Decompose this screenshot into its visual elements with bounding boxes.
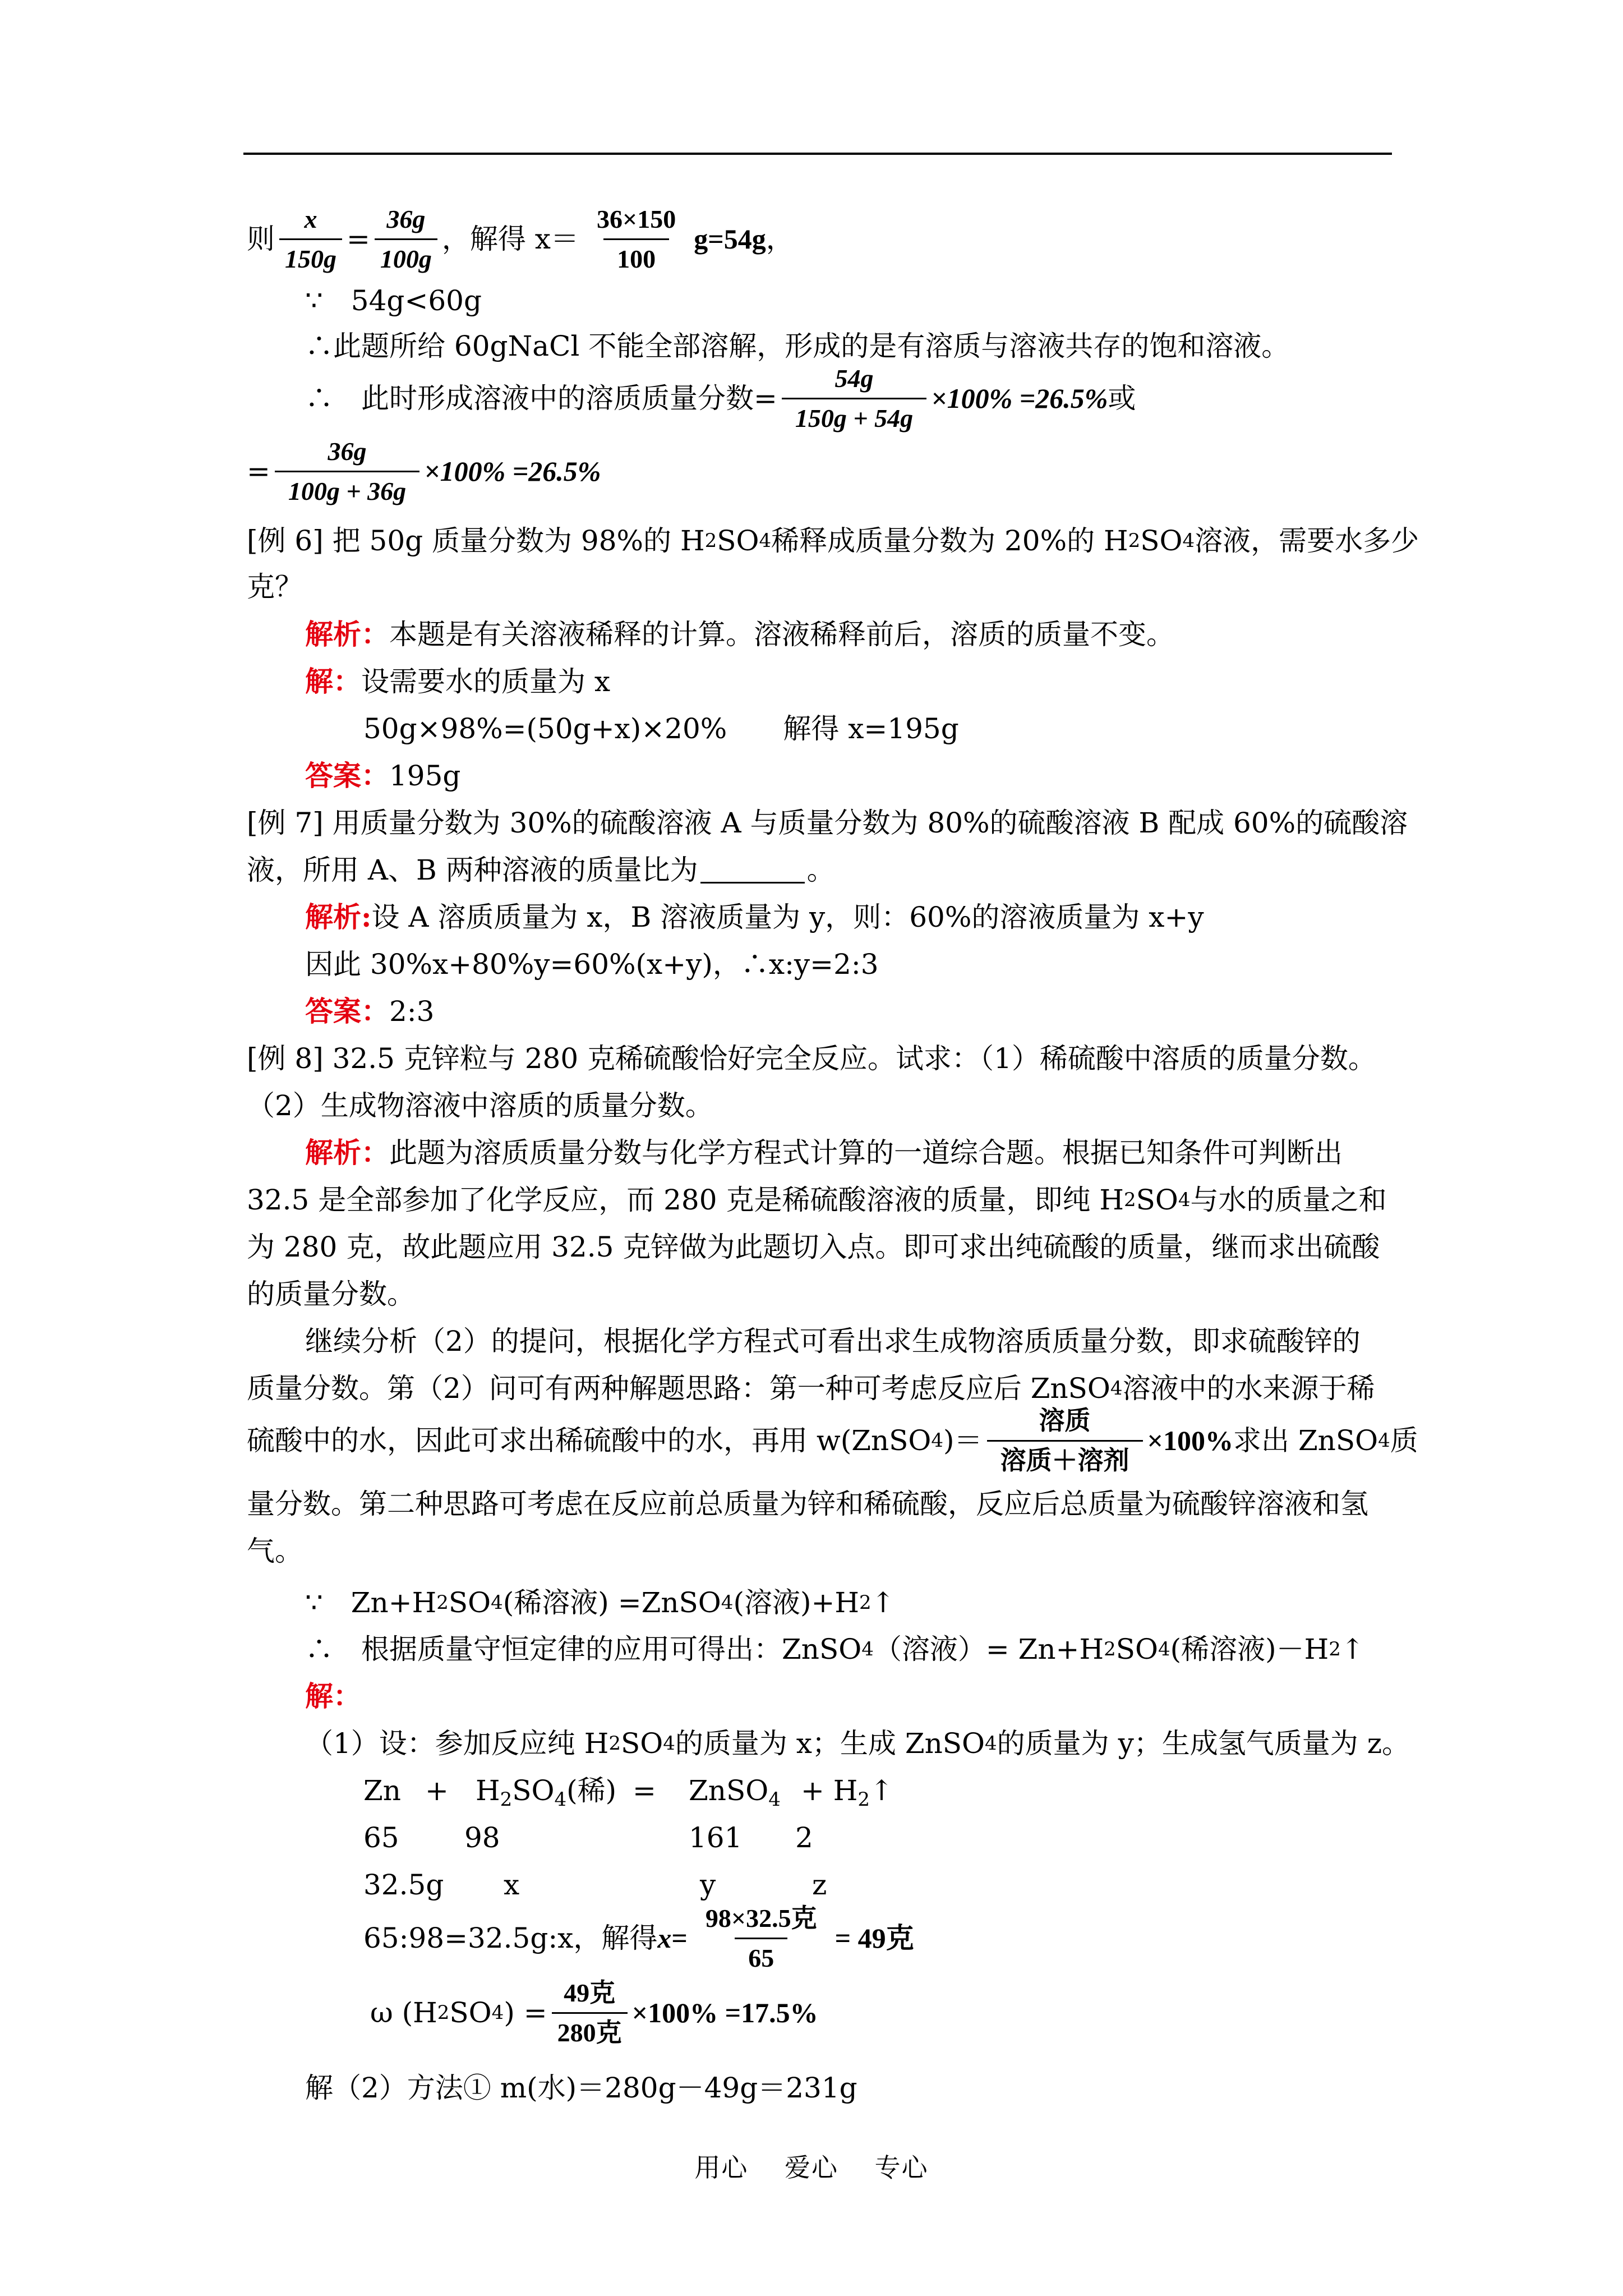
equation-line-mass-fraction-alt: = $\frac{36g}{100g + 36g}$ ×100% =26.5% [247,436,601,505]
example-7-question: [例 7] 用质量分数为 30%的硫酸溶液 A 与质量分数为 80%的硫酸溶液 B 配成 60%的硫酸溶 [247,807,1408,839]
text-line: 继续分析（2）的提问，根据化学方程式可看出求生成物溶质质量分数，即求硫酸锌的 [305,1325,1361,1358]
reaction-table-row-molar-mass: 65 98 161 2 [363,1821,813,1854]
fraction-36x150-over-100: $\frac{36\times 150}{100}$ [597,204,676,273]
text-line: （2）生成物溶液中溶质的质量分数。 [247,1089,713,1122]
example-6-question: [例 6] 把 50g 质量分数为 98%的 H 2 SO 4 稀释成质量分数为 20%的 H 2 SO 4 溶液，需要水多少 [247,524,1419,557]
equation-line-solve-x: 65:98=32.5g:x，解得 x = $\frac{\text{98×32.5克}}{65}$ = 49克 [363,1903,914,1972]
fraction-x-over-150g: $\frac{x}{150g}$ [279,205,342,274]
text-line: （1）设：参加反应纯 H 2 SO 4 的质量为 x；生成 ZnSO 4 的质量为 y；生成氢气质量为 z。 [305,1727,1410,1760]
text-line: ∵ 54g<60g [305,284,482,317]
mass-conservation-line: ∴ 根据质量守恒定律的应用可得出：ZnSO 4 （溶液）= Zn+H 2 SO 4 (稀溶液)－H 2 ↑ [305,1633,1364,1665]
text-line: 32.5 是全部参加了化学反应，而 280 克是稀硫酸溶液的质量，即纯 H 2 SO 4 与水的质量之和 [247,1184,1387,1216]
text-line: 气。 [247,1535,303,1567]
text-line: 质量分数。第（2）问可有两种解题思路：第一种可考虑反应后 ZnSO 4 溶液中的水来源于稀 [247,1372,1375,1405]
text-line: 克？ [247,570,303,603]
example-6-answer: 答案： 195g [305,759,461,792]
text-line: ∴此题所给 60gNaCl 不能全部溶解，形成的是有溶质与溶液共存的饱和溶液。 [305,330,1290,362]
header-rule [243,153,1392,155]
text-line: 量分数。第二种思路可考虑在反应前总质量为锌和稀硫酸，反应后总质量为硫酸锌溶液和氢 [247,1488,1368,1520]
example-6-analysis: 解析： 本题是有关溶液稀释的计算。溶液稀释前后，溶质的质量不变。 [305,618,1174,651]
equation-line-solubility: 则 $\frac{x}{150g}$ = $\frac{36g}{100g}$ ，解得 x＝ $\frac{36\times 150}{100}$ g=54g ， [247,204,794,273]
fraction-49-over-280: $\frac{\text{49克}}{\text{280克}}$ [552,1978,628,2047]
example-8-solution-label: 解： [305,1680,361,1713]
example-8-analysis: 解析： 此题为溶质质量分数与化学方程式计算的一道综合题。根据已知条件可判断出 [305,1136,1343,1169]
reaction-table-row-unknowns: 32.5g x y z [363,1869,827,1901]
fraction-54g: $\frac{54g}{150g + 54g}$ [782,364,926,433]
text-line: 因此 30%x+80%y=60%(x+y)，∴x:y=2:3 [305,948,879,981]
text-line: 50g×98%=(50g+x)×20% 解得 x=195g [363,712,959,745]
text-line: 的质量分数。 [247,1278,415,1310]
fraction-36g: $\frac{36g}{100g + 36g}$ [275,437,419,506]
example-7-question-cont: 液，所用 A、B 两种溶液的质量比为 。 [247,854,835,886]
example-6-solution: 解： 设需要水的质量为 x [305,665,611,698]
reaction-table-row-formula: Zn + $H_2SO_4$(稀) = ZnSO$_4$ + $H_2↑$ [363,1774,893,1811]
fraction-solute-over-solution: $\frac{\text{溶质}}{\text{溶质＋溶剂}}$ [987,1406,1143,1475]
example-7-analysis: 解析: 设 A 溶质质量为 x，B 溶液质量为 y，则：60%的溶液质量为 x+y [305,900,1204,933]
example-8-question: [例 8] 32.5 克锌粒与 280 克稀硫酸恰好完全反应。试求：（1）稀硫酸中溶质的质量分数。 [247,1042,1376,1075]
equation-line-mass-fraction: ∴ 此时形成溶液中的溶质质量分数= $\frac{54g}{150g + 54g}$ ×100% =26.5% 或 [305,364,1136,432]
answer-blank [700,857,805,884]
equation-line-sulfuric-acid-fraction: ω (H 2 SO 4 ) = $\frac{\text{49克}}{\text{280克}}$ ×100% =17.5% [370,1978,818,2047]
text-line: 解（2）方法① m(水)＝280g－49g＝231g [305,2072,857,2104]
equation-line-zinc-sulfate-fraction: 硫酸中的水，因此可求出稀硫酸中的水，再用 w(ZnSO 4 )＝ $\frac{\text{溶质}}{\text{溶质＋溶剂}}$ ×100% 求出 ZnSO 4 质 [247,1406,1418,1475]
example-7-answer: 答案： 2:3 [305,995,435,1028]
page-footer: 用心 爱心 专心 [694,2152,929,2183]
fraction-36g-over-100g: $\frac{36g}{100g}$ [375,205,437,274]
fraction-98x32.5-over-65: $\frac{\text{98×32.5克}}{65}$ [705,1903,817,1972]
text-line: 为 280 克，故此题应用 32.5 克锌做为此题切入点。即可求出纯硫酸的质量，继而求出硫酸 [247,1231,1380,1263]
reaction-equation: ∵ Zn+H 2 SO 4 (稀溶液) =ZnSO 4 (溶液)+H 2 ↑ [305,1586,895,1619]
